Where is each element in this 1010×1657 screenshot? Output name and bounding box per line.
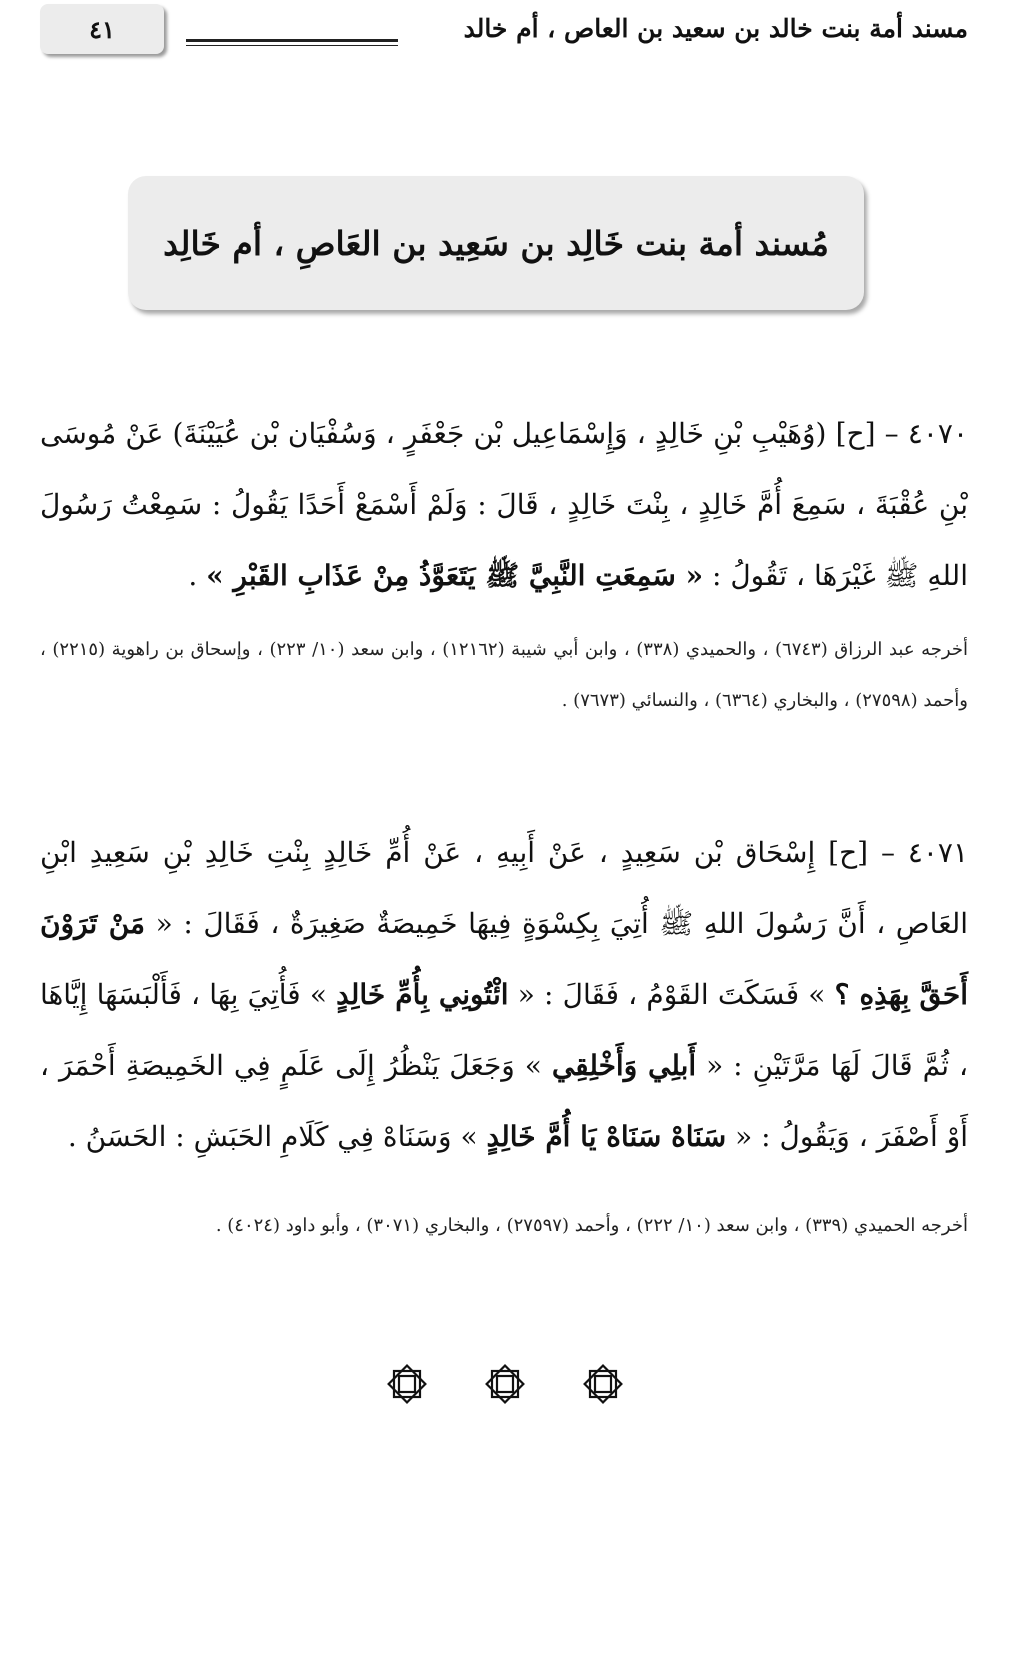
- hadith-4071: [40, 817, 968, 1172]
- takhrij-4071: أخرجه الحميدي (٣٣٩) ، وابن سعد (١٠/ ٢٢٢) ، وأحمد (٢٧٥٩٧) ، والبخاري (٣٠٧١) ، وأبو داود (٤٠٢٤) .: [215, 1215, 968, 1236]
- hadith-quote: أَبلِي وَأَخْلِقِي: [551, 1049, 697, 1082]
- hadith-quote: مَنْ تَرَوْنَ أَحَقَّ بِهَذِهِ ؟: [40, 907, 968, 1011]
- hadith-text: » وَسَنَاهْ فِي كَلَامِ الحَبَشِ : الحَسَنُ .: [67, 1120, 478, 1153]
- hadith-quote: ائْتُونِي بِأُمِّ خَالِدٍ: [336, 978, 509, 1011]
- hadith-text: إِسْحَاق بْن سَعِيدٍ ، عَنْ أَبِيهِ ، عَنْ أُمِّ خَالِدٍ بِنْتِ خَالِدِ بْنِ سَعِيدِ ابْنِ العَاصِ ، أَنَّ رَسُولَ اللهِ ﷺ أُتِيَ بِكِسْوَةٍ فِيهَا خَمِيصَةٌ صَغِيرَةٌ ، فَقَالَ : «: [40, 836, 969, 940]
- hadith-text: » فَأُتِيَ بِهَا ، فَأَلْبَسَهَا إِيَّاهَا ، ثُمَّ قَالَ لَهَا مَرَّتَيْنِ : «: [40, 978, 968, 1082]
- hadith-number: ٤٠٧١ – [ح]: [828, 836, 968, 869]
- page-number: ٤١: [89, 14, 115, 44]
- octagram-star-icon: [581, 1362, 625, 1406]
- hadith-text: (وُهَيْبِ بْنِ خَالِدٍ ، وَإِسْمَاعِيل بْن جَعْفَرٍ ، وَسُفْيَان بْن عُيَيْنَةَ) عَنْ مُوسَى بْنِ عُقْبَةَ ، سَمِعَ أُمَّ خَالِدٍ ، بِنْتَ خَالِدٍ ، قَالَ : وَلَمْ أَسْمَعْ أَحَدًا يَقُولُ : سَمِعْتُ رَسُولَ اللهِ ﷺ غَيْرَهَا ، تَقُولُ :: [40, 417, 968, 592]
- hadith-text-end: .: [188, 559, 198, 592]
- header-rule: [186, 39, 398, 42]
- chapter-title-box: [128, 176, 864, 310]
- octagram-star-icon: [483, 1362, 527, 1406]
- page-number-box: [40, 4, 164, 54]
- octagram-star-icon: [385, 1362, 429, 1406]
- hadith-4070: [40, 398, 968, 611]
- running-header-title: مسند أمة بنت خالد بن سعيد بن العاص ، أم خالد: [463, 14, 968, 43]
- hadith-number: ٤٠٧٠ – [ح]: [835, 417, 968, 450]
- hadith-text: » وَجَعَلَ يَنْظُرُ إِلَى عَلَمٍ فِي الخَمِيصَةِ أَحْمَرَ ، أَوْ أَصْفَرَ ، وَيَقُولُ : «: [40, 1049, 968, 1153]
- hadith-quote: « سَمِعَتِ النَّبِيَّ ﷺ يَتَعَوَّذُ مِنْ عَذَابِ القَبْرِ »: [206, 559, 704, 592]
- hadith-quote: سَنَاهْ سَنَاهْ يَا أُمَّ خَالِدٍ: [486, 1120, 727, 1153]
- hadith-text: » فَسَكَتَ القَوْمُ ، فَقَالَ : «: [517, 978, 826, 1011]
- chapter-title: مُسند أمة بنت خَالِد بن سَعِيد بن العَاصِ ، أم خَالِد: [163, 223, 829, 263]
- takhrij-4070: أخرجه عبد الرزاق (٦٧٤٣) ، والحميدي (٣٣٨) ، وابن أبي شيبة (١٢١٦٢) ، وابن سعد (١٠/ ٢٢٣) ، وإسحاق بن راهوية (٢٢١٥) ، وأحمد (٢٧٥٩٨) ، والبخاري (٦٣٦٤) ، والنسائي (٧٦٧٣) .: [40, 639, 968, 711]
- section-end-ornaments: [385, 1360, 625, 1408]
